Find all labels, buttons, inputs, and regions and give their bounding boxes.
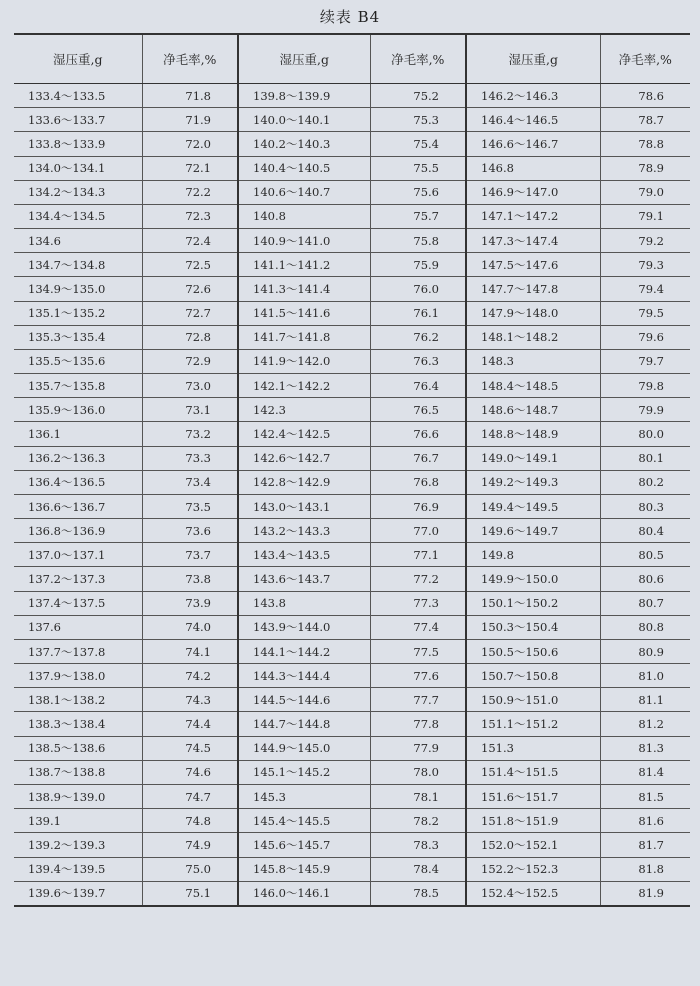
- table-row: [14, 760, 690, 784]
- table-row: [14, 374, 690, 398]
- net-yield-cell: 77.7: [370, 688, 466, 712]
- table-row: [14, 446, 690, 470]
- wet-weight-cell: 143.6～143.7: [238, 567, 370, 591]
- wet-weight-cell: 143.9～144.0: [238, 615, 370, 639]
- wet-weight-cell: 140.4～140.5: [238, 156, 370, 180]
- net-yield-cell: 76.1: [370, 301, 466, 325]
- net-yield-cell: 81.8: [600, 857, 690, 881]
- net-yield-cell: 76.7: [370, 446, 466, 470]
- net-yield-cell: 78.7: [600, 108, 690, 132]
- header-wet-weight: 湿压重,g: [238, 34, 370, 84]
- net-yield-cell: 71.8: [142, 84, 238, 108]
- wet-weight-cell: 148.1～148.2: [466, 325, 600, 349]
- table-row: [14, 84, 690, 108]
- net-yield-cell: 74.1: [142, 639, 238, 663]
- net-yield-cell: 80.3: [600, 494, 690, 518]
- net-yield-cell: 79.8: [600, 374, 690, 398]
- net-yield-cell: 79.5: [600, 301, 690, 325]
- net-yield-cell: 79.2: [600, 229, 690, 253]
- net-yield-cell: 75.2: [370, 84, 466, 108]
- net-yield-cell: 73.1: [142, 398, 238, 422]
- table-row: [14, 470, 690, 494]
- wet-weight-cell: 149.2～149.3: [466, 470, 600, 494]
- net-yield-cell: 76.5: [370, 398, 466, 422]
- wet-weight-cell: 140.9～141.0: [238, 229, 370, 253]
- net-yield-cell: 80.1: [600, 446, 690, 470]
- table-row: [14, 809, 690, 833]
- net-yield-cell: 78.0: [370, 760, 466, 784]
- wet-weight-cell: 152.0～152.1: [466, 833, 600, 857]
- net-yield-cell: 77.3: [370, 591, 466, 615]
- wet-weight-cell: 140.0～140.1: [238, 108, 370, 132]
- wet-weight-cell: 143.2～143.3: [238, 519, 370, 543]
- wet-weight-cell: 149.8: [466, 543, 600, 567]
- table-row: [14, 422, 690, 446]
- wet-weight-cell: 146.2～146.3: [466, 84, 600, 108]
- net-yield-cell: 79.3: [600, 253, 690, 277]
- wet-weight-cell: 138.5～138.6: [14, 736, 142, 760]
- wet-weight-cell: 136.2～136.3: [14, 446, 142, 470]
- net-yield-cell: 76.2: [370, 325, 466, 349]
- net-yield-cell: 74.2: [142, 664, 238, 688]
- net-yield-cell: 78.8: [600, 132, 690, 156]
- wet-weight-cell: 137.2～137.3: [14, 567, 142, 591]
- net-yield-cell: 74.3: [142, 688, 238, 712]
- net-yield-cell: 72.2: [142, 180, 238, 204]
- table-header: [14, 34, 690, 84]
- net-yield-cell: 78.3: [370, 833, 466, 857]
- net-yield-cell: 80.9: [600, 639, 690, 663]
- net-yield-cell: 81.2: [600, 712, 690, 736]
- table-row: [14, 881, 690, 906]
- net-yield-cell: 72.7: [142, 301, 238, 325]
- wet-weight-cell: 148.3: [466, 349, 600, 373]
- wet-weight-cell: 150.1～150.2: [466, 591, 600, 615]
- table-row: [14, 204, 690, 228]
- wet-weight-cell: 146.8: [466, 156, 600, 180]
- net-yield-cell: 72.0: [142, 132, 238, 156]
- net-yield-cell: 80.0: [600, 422, 690, 446]
- net-yield-cell: 76.3: [370, 349, 466, 373]
- net-yield-cell: 75.9: [370, 253, 466, 277]
- net-yield-cell: 74.6: [142, 760, 238, 784]
- table-row: [14, 398, 690, 422]
- net-yield-cell: 78.9: [600, 156, 690, 180]
- wet-weight-cell: 134.2～134.3: [14, 180, 142, 204]
- wet-weight-cell: 143.8: [238, 591, 370, 615]
- wet-weight-cell: 135.1～135.2: [14, 301, 142, 325]
- table-row: [14, 229, 690, 253]
- net-yield-cell: 77.2: [370, 567, 466, 591]
- wet-weight-cell: 139.2～139.3: [14, 833, 142, 857]
- net-yield-cell: 76.8: [370, 470, 466, 494]
- wet-weight-cell: 149.4～149.5: [466, 494, 600, 518]
- net-yield-cell: 76.9: [370, 494, 466, 518]
- net-yield-cell: 77.1: [370, 543, 466, 567]
- wet-weight-cell: 140.6～140.7: [238, 180, 370, 204]
- wet-weight-cell: 146.9～147.0: [466, 180, 600, 204]
- wet-weight-cell: 136.4～136.5: [14, 470, 142, 494]
- net-yield-cell: 73.7: [142, 543, 238, 567]
- net-yield-cell: 77.6: [370, 664, 466, 688]
- wet-weight-cell: 146.6～146.7: [466, 132, 600, 156]
- wet-weight-cell: 148.8～148.9: [466, 422, 600, 446]
- net-yield-cell: 73.4: [142, 470, 238, 494]
- wet-weight-cell: 135.9～136.0: [14, 398, 142, 422]
- net-yield-cell: 76.4: [370, 374, 466, 398]
- wet-weight-cell: 142.3: [238, 398, 370, 422]
- net-yield-cell: 74.4: [142, 712, 238, 736]
- wet-weight-cell: 134.0～134.1: [14, 156, 142, 180]
- wet-weight-cell: 148.6～148.7: [466, 398, 600, 422]
- table-row: [14, 494, 690, 518]
- net-yield-cell: 72.5: [142, 253, 238, 277]
- wet-weight-cell: 139.6～139.7: [14, 881, 142, 906]
- table-row: [14, 301, 690, 325]
- net-yield-cell: 79.9: [600, 398, 690, 422]
- net-yield-cell: 80.8: [600, 615, 690, 639]
- wet-weight-cell: 145.1～145.2: [238, 760, 370, 784]
- net-yield-cell: 77.5: [370, 639, 466, 663]
- wet-weight-cell: 144.9～145.0: [238, 736, 370, 760]
- header-net-yield: 净毛率,%: [142, 34, 238, 84]
- net-yield-cell: 75.3: [370, 108, 466, 132]
- wet-weight-cell: 148.4～148.5: [466, 374, 600, 398]
- wet-weight-cell: 151.1～151.2: [466, 712, 600, 736]
- net-yield-cell: 72.3: [142, 204, 238, 228]
- wet-weight-cell: 136.8～136.9: [14, 519, 142, 543]
- wet-weight-cell: 141.5～141.6: [238, 301, 370, 325]
- net-yield-cell: 79.6: [600, 325, 690, 349]
- net-yield-cell: 74.9: [142, 833, 238, 857]
- table-row: [14, 156, 690, 180]
- net-yield-cell: 75.5: [370, 156, 466, 180]
- wet-weight-cell: 147.1～147.2: [466, 204, 600, 228]
- wet-weight-cell: 133.4～133.5: [14, 84, 142, 108]
- table-row: [14, 132, 690, 156]
- net-yield-cell: 80.5: [600, 543, 690, 567]
- net-yield-cell: 74.5: [142, 736, 238, 760]
- wet-weight-cell: 145.8～145.9: [238, 857, 370, 881]
- wet-weight-cell: 151.8～151.9: [466, 809, 600, 833]
- wet-weight-cell: 146.0～146.1: [238, 881, 370, 906]
- net-yield-cell: 81.0: [600, 664, 690, 688]
- wet-weight-cell: 140.8: [238, 204, 370, 228]
- wet-weight-cell: 136.6～136.7: [14, 494, 142, 518]
- wet-weight-cell: 144.5～144.6: [238, 688, 370, 712]
- table-row: [14, 857, 690, 881]
- net-yield-cell: 75.4: [370, 132, 466, 156]
- net-yield-cell: 72.8: [142, 325, 238, 349]
- table-row: [14, 664, 690, 688]
- wet-weight-cell: 149.9～150.0: [466, 567, 600, 591]
- wet-weight-cell: 139.1: [14, 809, 142, 833]
- net-yield-cell: 73.3: [142, 446, 238, 470]
- wet-weight-cell: 135.7～135.8: [14, 374, 142, 398]
- header-wet-weight: 湿压重,g: [466, 34, 600, 84]
- net-yield-cell: 79.0: [600, 180, 690, 204]
- wet-weight-cell: 152.4～152.5: [466, 881, 600, 906]
- wet-weight-cell: 142.4～142.5: [238, 422, 370, 446]
- wet-weight-cell: 142.8～142.9: [238, 470, 370, 494]
- table-row: [14, 615, 690, 639]
- net-yield-cell: 72.4: [142, 229, 238, 253]
- wet-weight-cell: 139.4～139.5: [14, 857, 142, 881]
- net-yield-cell: 77.9: [370, 736, 466, 760]
- net-yield-cell: 75.6: [370, 180, 466, 204]
- net-yield-cell: 76.0: [370, 277, 466, 301]
- net-yield-cell: 78.6: [600, 84, 690, 108]
- net-yield-cell: 72.6: [142, 277, 238, 301]
- wet-weight-cell: 149.6～149.7: [466, 519, 600, 543]
- table-row: [14, 833, 690, 857]
- wet-weight-cell: 138.1～138.2: [14, 688, 142, 712]
- net-yield-cell: 81.1: [600, 688, 690, 712]
- wet-weight-cell: 137.4～137.5: [14, 591, 142, 615]
- net-yield-cell: 73.2: [142, 422, 238, 446]
- wet-weight-cell: 151.3: [466, 736, 600, 760]
- header-net-yield: 净毛率,%: [600, 34, 690, 84]
- wet-weight-cell: 145.6～145.7: [238, 833, 370, 857]
- net-yield-cell: 74.8: [142, 809, 238, 833]
- net-yield-cell: 77.4: [370, 615, 466, 639]
- wet-weight-cell: 150.5～150.6: [466, 639, 600, 663]
- net-yield-cell: 75.0: [142, 857, 238, 881]
- net-yield-cell: 75.7: [370, 204, 466, 228]
- net-yield-cell: 76.6: [370, 422, 466, 446]
- net-yield-cell: 81.9: [600, 881, 690, 906]
- net-yield-cell: 79.7: [600, 349, 690, 373]
- net-yield-cell: 80.7: [600, 591, 690, 615]
- wet-weight-cell: 139.8～139.9: [238, 84, 370, 108]
- wet-weight-cell: 145.4～145.5: [238, 809, 370, 833]
- wet-weight-cell: 137.9～138.0: [14, 664, 142, 688]
- wet-weight-cell: 141.7～141.8: [238, 325, 370, 349]
- wet-weight-cell: 151.6～151.7: [466, 784, 600, 808]
- net-yield-cell: 73.5: [142, 494, 238, 518]
- wet-weight-cell: 152.2～152.3: [466, 857, 600, 881]
- wet-weight-cell: 143.0～143.1: [238, 494, 370, 518]
- net-yield-cell: 73.6: [142, 519, 238, 543]
- wet-weight-cell: 150.7～150.8: [466, 664, 600, 688]
- table-row: [14, 567, 690, 591]
- net-yield-cell: 80.4: [600, 519, 690, 543]
- wet-weight-cell: 142.6～142.7: [238, 446, 370, 470]
- table-row: [14, 543, 690, 567]
- net-yield-cell: 81.3: [600, 736, 690, 760]
- net-yield-cell: 77.0: [370, 519, 466, 543]
- table-row: [14, 253, 690, 277]
- wet-weight-cell: 140.2～140.3: [238, 132, 370, 156]
- wet-weight-cell: 144.3～144.4: [238, 664, 370, 688]
- net-yield-cell: 74.7: [142, 784, 238, 808]
- table-row: [14, 519, 690, 543]
- header-wet-weight: 湿压重,g: [14, 34, 142, 84]
- wet-weight-cell: 150.3～150.4: [466, 615, 600, 639]
- net-yield-cell: 81.7: [600, 833, 690, 857]
- net-yield-cell: 72.1: [142, 156, 238, 180]
- net-yield-cell: 78.4: [370, 857, 466, 881]
- wet-weight-cell: 138.3～138.4: [14, 712, 142, 736]
- table-caption: 续表 B4: [319, 8, 381, 26]
- wet-weight-cell: 146.4～146.5: [466, 108, 600, 132]
- header-net-yield: 净毛率,%: [370, 34, 466, 84]
- table-body: [14, 84, 690, 906]
- table-row: [14, 180, 690, 204]
- wet-weight-cell: 133.6～133.7: [14, 108, 142, 132]
- wet-weight-cell: 137.6: [14, 615, 142, 639]
- net-yield-cell: 81.4: [600, 760, 690, 784]
- table-row: [14, 688, 690, 712]
- wet-weight-cell: 147.5～147.6: [466, 253, 600, 277]
- net-yield-cell: 81.5: [600, 784, 690, 808]
- net-yield-cell: 73.0: [142, 374, 238, 398]
- wet-weight-cell: 141.3～141.4: [238, 277, 370, 301]
- net-yield-cell: 78.5: [370, 881, 466, 906]
- wet-weight-cell: 151.4～151.5: [466, 760, 600, 784]
- table-row: [14, 108, 690, 132]
- table-row: [14, 277, 690, 301]
- net-yield-cell: 79.1: [600, 204, 690, 228]
- wet-weight-cell: 134.4～134.5: [14, 204, 142, 228]
- wet-weight-cell: 136.1: [14, 422, 142, 446]
- wet-weight-cell: 135.3～135.4: [14, 325, 142, 349]
- net-yield-cell: 74.0: [142, 615, 238, 639]
- wet-weight-cell: 133.8～133.9: [14, 132, 142, 156]
- net-yield-cell: 73.8: [142, 567, 238, 591]
- wet-weight-cell: 141.9～142.0: [238, 349, 370, 373]
- table-row: [14, 349, 690, 373]
- wet-weight-cell: 144.1～144.2: [238, 639, 370, 663]
- wet-weight-cell: 134.7～134.8: [14, 253, 142, 277]
- net-yield-cell: 78.1: [370, 784, 466, 808]
- net-yield-cell: 75.8: [370, 229, 466, 253]
- wet-weight-cell: 134.6: [14, 229, 142, 253]
- table-row: [14, 712, 690, 736]
- table-row: [14, 325, 690, 349]
- net-yield-cell: 80.6: [600, 567, 690, 591]
- table-row: [14, 591, 690, 615]
- table-row: [14, 639, 690, 663]
- wet-weight-cell: 150.9～151.0: [466, 688, 600, 712]
- net-yield-cell: 73.9: [142, 591, 238, 615]
- wet-weight-cell: 135.5～135.6: [14, 349, 142, 373]
- wet-weight-cell: 137.7～137.8: [14, 639, 142, 663]
- wet-weight-cell: 147.3～147.4: [466, 229, 600, 253]
- table-row: [14, 736, 690, 760]
- net-yield-cell: 77.8: [370, 712, 466, 736]
- wet-weight-cell: 147.9～148.0: [466, 301, 600, 325]
- wet-weight-cell: 149.0～149.1: [466, 446, 600, 470]
- net-yield-cell: 71.9: [142, 108, 238, 132]
- net-yield-cell: 79.4: [600, 277, 690, 301]
- net-yield-cell: 78.2: [370, 809, 466, 833]
- wet-weight-cell: 145.3: [238, 784, 370, 808]
- table-row: [14, 784, 690, 808]
- net-yield-cell: 81.6: [600, 809, 690, 833]
- wet-weight-cell: 144.7～144.8: [238, 712, 370, 736]
- wet-weight-cell: 143.4～143.5: [238, 543, 370, 567]
- net-yield-cell: 72.9: [142, 349, 238, 373]
- wet-weight-cell: 134.9～135.0: [14, 277, 142, 301]
- wet-weight-cell: 147.7～147.8: [466, 277, 600, 301]
- wet-weight-cell: 137.0～137.1: [14, 543, 142, 567]
- net-yield-cell: 75.1: [142, 881, 238, 906]
- conversion-table: [14, 33, 690, 907]
- wet-weight-cell: 141.1～141.2: [238, 253, 370, 277]
- wet-weight-cell: 142.1～142.2: [238, 374, 370, 398]
- wet-weight-cell: 138.9～139.0: [14, 784, 142, 808]
- header-row: [14, 34, 690, 84]
- net-yield-cell: 80.2: [600, 470, 690, 494]
- wet-weight-cell: 138.7～138.8: [14, 760, 142, 784]
